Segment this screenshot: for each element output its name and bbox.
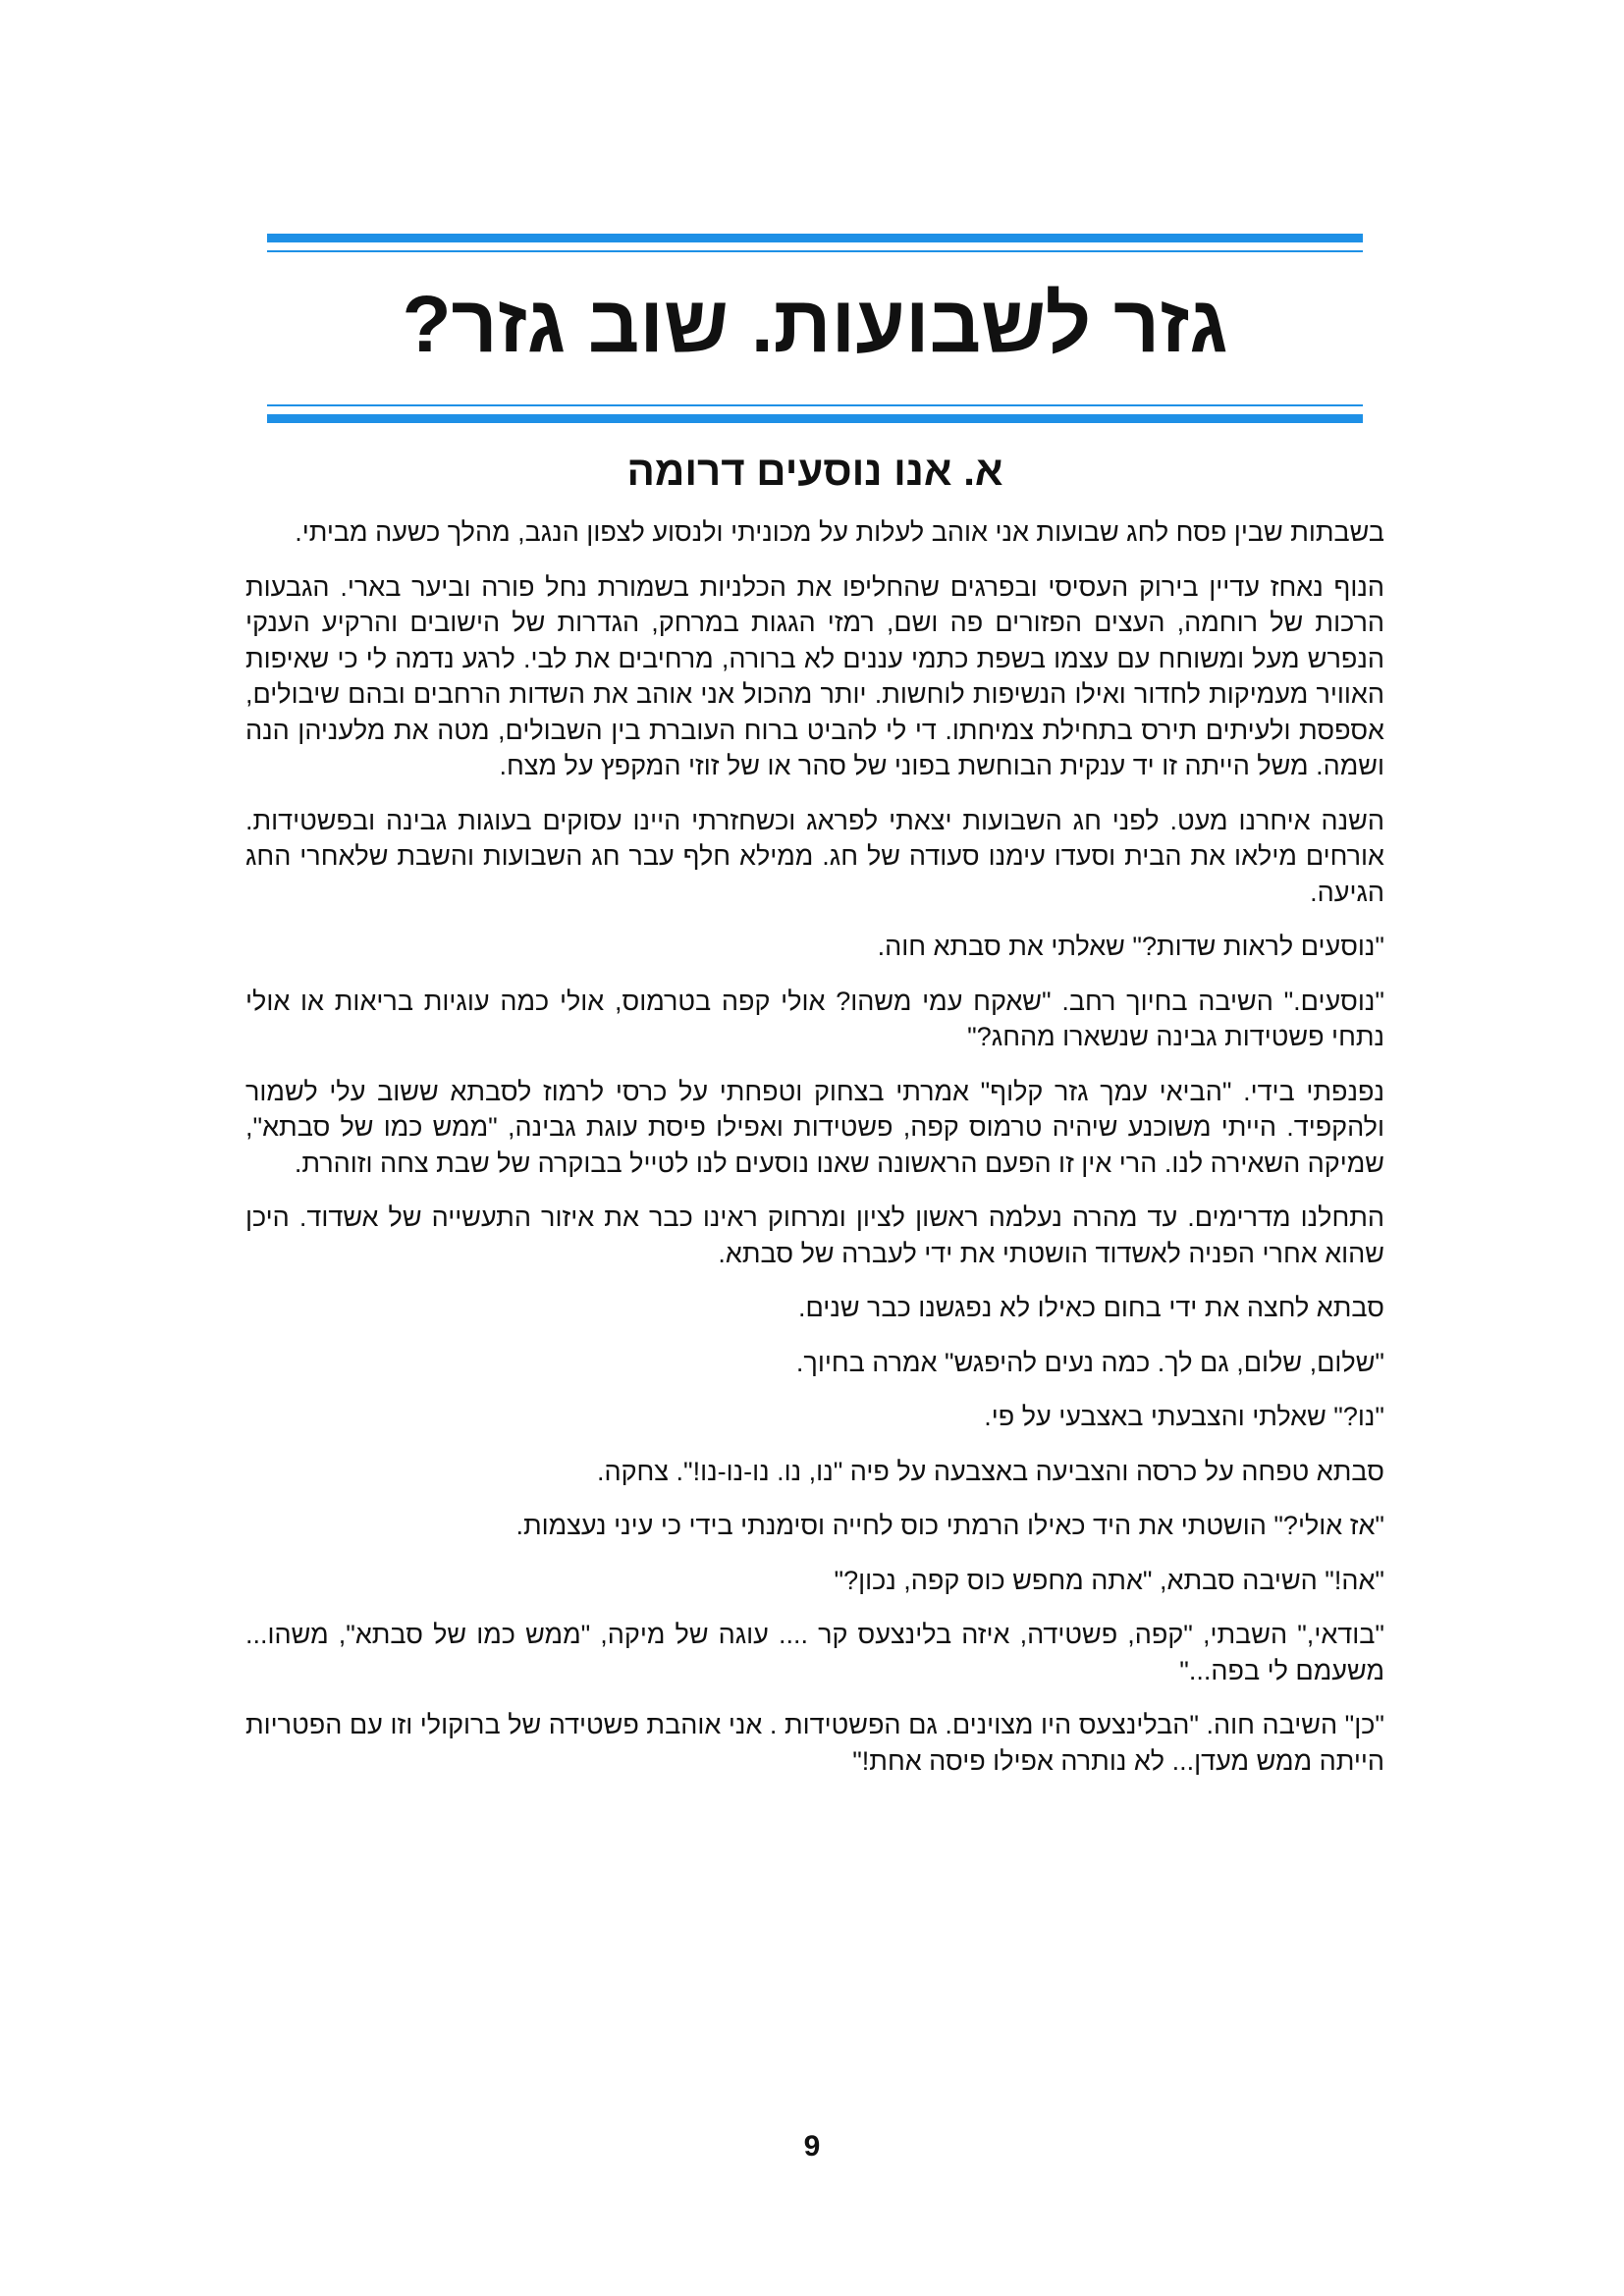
bottom-rule-thick-line [267,414,1363,423]
page-number: 9 [803,2130,821,2163]
bottom-title-rule [267,404,1363,423]
paragraph: "אז אולי?" הושטתי את היד כאילו הרמתי כוס לחייה וסימנתי בידי כי עיני נעצמות. [515,1511,1384,1540]
paragraph: התחלנו מדרימים. עד מהרה נעלמה ראשון לציון ומרחוק ראינו כבר את איזור התעשייה של אשדוד. היכן שהוא אחרי הפניה לאשדוד הושטתי את ידי לעברה של סבתא. [245,1202,1384,1268]
top-rule-thin-line [267,250,1363,252]
paragraph: "נוסעים." השיבה בחיוך רחב. "שאקח עמי משהו? אולי קפה בטרמוס, אולי כמה עוגיות בריאות או אולי נתחי פשטידות גבינה שנשארו מהחג?" [245,986,1384,1051]
paragraph: "נו?" שאלתי והצבעתי באצבעי על פי. [984,1402,1384,1431]
paragraph: השנה איחרנו מעט. לפני חג השבועות יצאתי לפראג וכשחזרתי היינו עסוקים בעוגות גבינה ובפשטידות. אורחים מילאו את הבית וסעדו עימנו סעודה של חג. ממילא חלף עבר חג השבועות והשבת שלאחרי החג הגיעה. [245,805,1384,907]
paragraph: סבתא לחצה את ידי בחום כאילו לא נפגשנו כבר שנים. [798,1293,1384,1322]
top-rule-thick-line [267,234,1363,242]
paragraph: הנוף נאחז עדיין בירוק העסיסי ובפרגים שהחליפו את הכלניות בשמורת נחל פורה וביער בארי. הגבעות הרכות של רוחמה, העצים הפזורים פה ושם, רמזי הגגות במרחק, הגדרות של הישובים והרקיע הענקי הנפרש מעל ומשוחח עם עצמו בשפת כתמי עננים לא ברורה, מרחיבים את לבי. לרגע נדמה לי כי שאיפות האוויר מעמיקות לחדור ואילו הנשיפות לוחשות. יותר מהכול אני אוהב את השדות הרחבים ובהם שיבולים, אספסת ולעיתים תירס בתחילת צמיחתו. די לי להביט ברוח העוברת בין השבולים, מטה את מלעניהן הנה ושמה. משל הייתה זו יד ענקית הבוחשת בפוני של סהר או של זוזי המקפץ על מצח. [245,571,1384,780]
paragraph: נפנפתי בידי. "הביאי עמך גזר קלוף" אמרתי בצחוק וטפחתי על כרסי לרמוז לסבתא ששוב עלי לשמור ולהקפיד. הייתי משוכנע שיהיה טרמוס קפה, פשטידות ואפילו פיסת עוגת גבינה, "ממש כמו של סבתא", שמיקה השאירה לנו. הרי אין זו הפעם הראשונה שאנו נוסעים לנו לטייל בבוקרה של שבת צחה וזוהרת. [245,1076,1384,1178]
bottom-rule-thin-line [267,404,1363,406]
body-text [245,514,1384,1797]
section-heading: א. אנו נוסעים דרומה [626,448,1003,494]
paragraph: "אה!" השיבה סבתא, "אתה מחפש כוס קפה, נכון?" [834,1565,1384,1595]
paragraph: "בודאי," השבתי, "קפה, פשטידה, איזה בלינצעס קר .... עוגה של מיקה, "ממש כמו של סבתא", משהו... משעמם לי בפה..." [245,1620,1384,1685]
chapter-title: גזר לשבועות. שוב גזר? [402,280,1228,369]
paragraph: "כן" השיבה חוה. "הבלינצעס היו מצוינים. גם הפשטידות . אני אוהבת פשטידה של ברוקולי וזו עם הפטריות הייתה ממש מעדן... לא נותרה אפילו פיסה אחת!" [245,1710,1384,1776]
paragraph: "שלום, שלום, גם לך. כמה נעים להיפגש" אמרה בחיוך. [795,1347,1384,1377]
top-title-rule [267,234,1363,252]
paragraph: "נוסעים לראות שדות?" שאלתי את סבתא חוה. [877,932,1384,961]
paragraph: סבתא טפחה על כרסה והצביעה באצבעה על פיה "נו, נו. נו-נו-נו!". צחקה. [597,1456,1384,1486]
paragraph: בשבתות שבין פסח לחג שבועות אני אוהב לעלות על מכוניתי ולנסוע לצפון הנגב, מהלך כשעה מביתי. [295,517,1384,547]
